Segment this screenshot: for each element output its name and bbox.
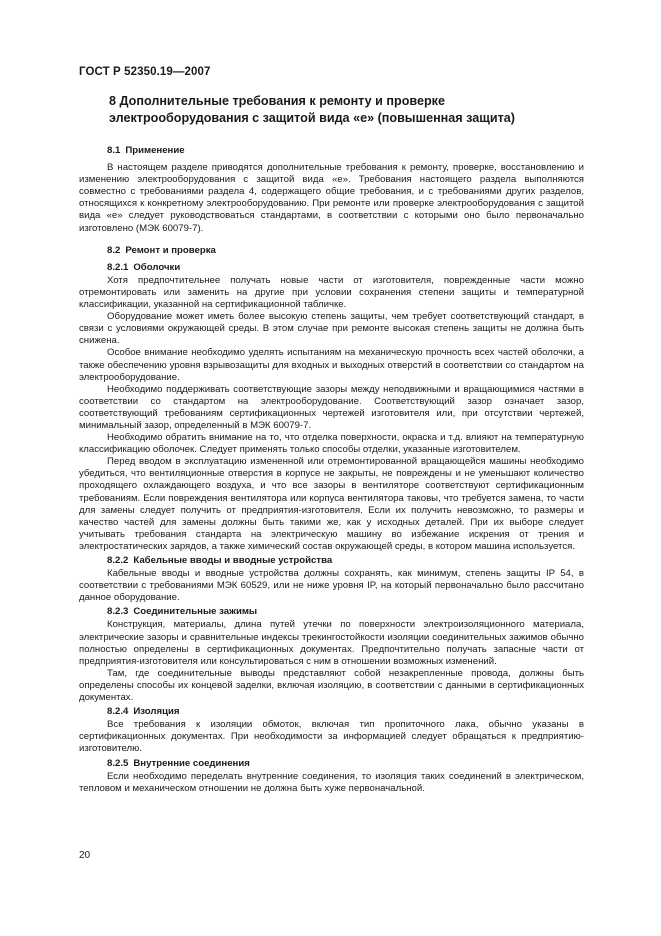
paragraph: Там, где соединительные выводы представляют собой незакрепленные провода, должны быть определены способы их концевой заделки, включая изоляцию, в соответствии с данными в сертификационных документах. bbox=[79, 667, 584, 704]
page-content bbox=[79, 93, 584, 795]
paragraph: Все требования к изоляции обмоток, включая тип пропиточного лака, обычно указаны в сертификационных документах. При необходимости за информацией следует обращаться к предприятию-изготовителю. bbox=[79, 719, 584, 755]
clause-title: Соединительные зажимы bbox=[133, 606, 258, 618]
paragraph: Перед вводом в эксплуатацию измененной или отремонтированной вращающейся машины необходимо убедиться, что вентиляционные отверстия в корпусе не закрыты, не повреждены и не уменьшают количество проходящего охлаждающего воздуха, и что все зазоры в вентиляторе соответствуют сертификационным требованиям. Если повреждения вентилятора или корпуса вентилятора таковы, что требуется замена, то части для замены следует получить от предприятия-изготовителя. Если их получить невозможно, то размеры и качество частей для замены должны быть такими же, как у исходных деталей. При их выборе следует учитывать требования стандарта на электрическую машину во избежание искрения от трения и электростатических зарядов, а также химический состав окружающей среды, в котором машина используется. bbox=[79, 456, 584, 552]
subsection-title: Ремонт и проверка bbox=[125, 244, 216, 256]
clause-number: 8.2.1 bbox=[107, 261, 129, 273]
clause-heading-8-2-4 bbox=[79, 706, 584, 718]
paragraph: Необходимо поддерживать соответствующие зазоры между неподвижными и вращающимися частями в соответствии со стандартом на электрооборудование. Соответствующий зазор означает зазор, соответствующий требованиям сертификационных чертежей изготовителя или, при отсутствии чертежей, минимальный зазор, определенный в МЭК 60079-7. bbox=[79, 383, 584, 431]
section-number: 8 bbox=[109, 94, 117, 108]
paragraph: Хотя предпочтительнее получать новые части от изготовителя, поврежденные части можно отремонтировать или заменить на другие при условии сохранения степени защиты и температурной классификации, указанной на сертификационной табличке. bbox=[79, 274, 584, 311]
clause-heading-8-2-3 bbox=[79, 606, 584, 618]
subsection-heading-8-2 bbox=[79, 245, 584, 257]
subsection-title: Применение bbox=[125, 145, 185, 156]
paragraph: Особое внимание необходимо уделять испытаниям на механическую прочность всех частей оболочки, а также обеспечению уровня взрывозащиты для входных и выходных отверстий в соответствии со стандартом на электрооборудование. bbox=[79, 347, 584, 383]
subsection-heading-8-1 bbox=[79, 145, 584, 157]
clause-heading-8-2-2 bbox=[79, 555, 584, 567]
clause-number: 8.2.5 bbox=[107, 757, 129, 769]
paragraph: Оборудование может иметь более высокую степень защиты, чем требует соответствующий стандарт, в связи с условиями окружающей среды. В этом случае при ремонте высокая степень защиты не должна быть снижена. bbox=[79, 311, 584, 347]
clause-heading-8-2-1 bbox=[79, 262, 584, 274]
clause-title: Внутренние соединения bbox=[133, 757, 250, 769]
paragraph: В настоящем разделе приводятся дополнительные требования к ремонту, проверке, восстановлению и изменению электрооборудования с защитой вида «е». Требования настоящего раздела выполняются совместно с требованиями раздела 4, содержащего общие требования, и с требованиями других разделов, относящихся к конкретному электрооборудованию. При ремонте или проверке электрооборудования с защитой вида «е» следует руководствоваться стандартами, в соответствии с которыми оно было первоначально изготовлено (МЭК 60079-7). bbox=[79, 162, 584, 234]
paragraph: Конструкция, материалы, длина путей утечки по поверхности электроизоляционного материала, электрические зазоры и сравнительные индексы трекингостойкости изоляции соединительных зажимов обычно полностью определены в сертификационных документах. Предпочтительно получать запасные части от предприятия-изготовителя или консультироваться с ним в отношении возможных изменений. bbox=[79, 619, 584, 667]
clause-number: 8.2.3 bbox=[107, 606, 129, 618]
document-header: ГОСТ Р 52350.19—2007 bbox=[79, 66, 211, 78]
paragraph: Если необходимо переделать внутренние соединения, то изоляция таких соединений в электрическом, тепловом и механическом отношении не должна быть хуже первоначальной. bbox=[79, 770, 584, 794]
clause-title: Изоляция bbox=[133, 706, 180, 718]
clause-heading-8-2-5 bbox=[79, 758, 584, 770]
clause-number: 8.2.4 bbox=[107, 706, 129, 718]
page-number: 20 bbox=[79, 850, 91, 861]
section-heading bbox=[79, 93, 584, 127]
clause-title: Оболочки bbox=[133, 261, 181, 273]
subsection-number: 8.2 bbox=[107, 244, 121, 256]
clause-title: Кабельные вводы и вводные устройства bbox=[133, 555, 333, 566]
subsection-number: 8.1 bbox=[107, 145, 121, 156]
paragraph: Необходимо обратить внимание на то, что отделка поверхности, окраска и т.д. влияют на температурную классификацию оболочек. Следует применять только способы отделки, указанные изготовителем. bbox=[79, 432, 584, 456]
section-title: Дополнительные требования к ремонту и проверке электрооборудования с защитой вида «е» (повышенная защита) bbox=[109, 94, 515, 125]
clause-number: 8.2.2 bbox=[107, 555, 129, 566]
paragraph: Кабельные вводы и вводные устройства должны сохранять, как минимум, степень защиты IP 54, в соответствии с требованиями МЭК 60529, или не ниже уровня IP, на который первоначально было рассчитано данное оборудование. bbox=[79, 568, 584, 604]
